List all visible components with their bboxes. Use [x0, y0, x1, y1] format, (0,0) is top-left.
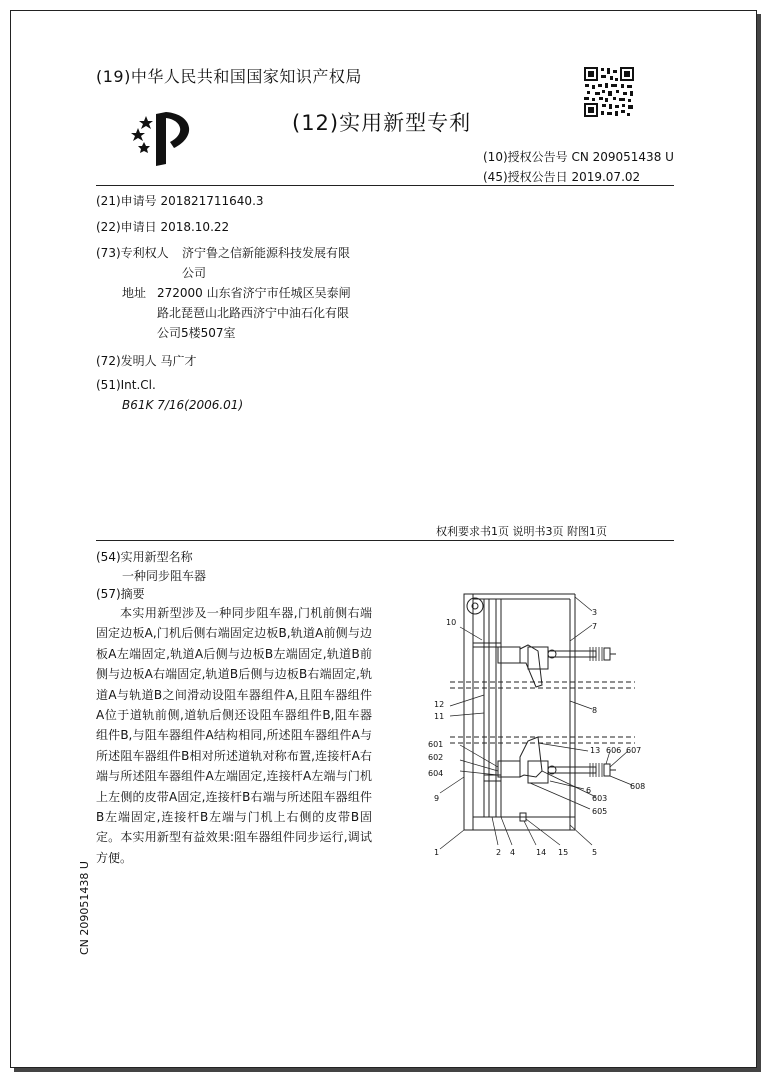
header-rule [96, 185, 674, 186]
document-type: (12)实用新型专利 [292, 111, 472, 135]
side-publication-code: CN 209051438 U [78, 861, 91, 955]
label-8: 8 [592, 706, 598, 715]
label-12: 12 [434, 700, 445, 709]
page-shadow-right [757, 14, 761, 1072]
intcl-label: (51)Int.Cl. [96, 378, 156, 392]
inventor: (72)发明人 马广才 [96, 354, 197, 368]
label-607: 607 [626, 746, 642, 755]
pulley [467, 598, 483, 614]
patent-office-logo [130, 108, 202, 170]
publication-date: (45)授权公告日 2019.07.02 [483, 170, 641, 184]
patentee-line1: 济宁鲁之信新能源科技发展有限 [182, 246, 351, 260]
label-6: 6 [586, 786, 592, 795]
label-601: 601 [428, 740, 444, 749]
label-1: 1 [434, 848, 440, 857]
patentee-label: (73)专利权人 [96, 246, 169, 260]
label-7: 7 [592, 622, 598, 631]
pages-note: 权利要求书1页 说明书3页 附图1页 [436, 525, 607, 538]
label-9: 9 [434, 794, 440, 803]
label-13: 13 [590, 746, 601, 755]
label-606: 606 [606, 746, 622, 755]
patentee-line2: 公司 [182, 266, 207, 280]
page-frame [10, 10, 757, 1068]
label-604: 604 [428, 769, 444, 778]
label-14: 14 [536, 848, 547, 857]
section-rule [96, 540, 674, 541]
label-3: 3 [592, 608, 598, 617]
patent-drawing [420, 585, 660, 870]
page-shadow-bottom [14, 1068, 761, 1072]
label-4: 4 [510, 848, 516, 857]
label-10: 10 [446, 618, 457, 627]
application-date: (22)申请日 2018.10.22 [96, 220, 230, 234]
office-name: (19)中华人民共和国国家知识产权局 [96, 67, 362, 86]
abstract-label: (57)摘要 [96, 587, 145, 601]
title-label: (54)实用新型名称 [96, 550, 193, 564]
label-602: 602 [428, 753, 444, 762]
qr-code [583, 66, 635, 118]
address-line1: 272000 山东省济宁市任城区吴泰闸 [157, 286, 351, 300]
label-605: 605 [592, 807, 608, 816]
application-number: (21)申请号 201821711640.3 [96, 194, 264, 208]
label-608: 608 [630, 782, 646, 791]
label-5: 5 [592, 848, 598, 857]
label-11: 11 [434, 712, 445, 721]
label-15: 15 [558, 848, 569, 857]
label-603: 603 [592, 794, 608, 803]
publication-number: (10)授权公告号 CN 209051438 U [483, 150, 674, 164]
intcl-value: B61K 7/16(2006.01) [122, 398, 244, 412]
address-line2: 路北琵琶山北路西济宁中油石化有限 [157, 306, 350, 320]
label-2: 2 [496, 848, 502, 857]
post-left [464, 594, 473, 830]
address-line3: 公司5楼507室 [157, 326, 236, 340]
address-label: 地址 [122, 286, 147, 300]
abstract-text: 本实用新型涉及一种同步阻车器,门机前侧右端固定边板A,门机后侧右端固定边板B,轨道A前侧与边板A左端固定,轨道A后侧与边板B左端固定,轨道B前侧与边板A右端固定,轨道B后侧与边板B右端固定,轨道A与轨道B之间滑动设阻车器组件A,且阻车器组件A位于道轨前侧,道轨后侧还设阻车器组件B,阻车器组件B,与阻车器组件A结构相同,所述阻车器组件A与所述阻车器组件B相对所述道轨对称布置,连接杆A右端与所述阻车器组件A左端固定,连接杆A左端与门机上左侧的皮带A固定,连接杆B右端与所述阻车器组件B左端固定,连接杆B左端与门机上右侧的皮带B固定。本实用新型有益效果:阻车器组件同步运行,调试方便。 [96, 606, 372, 865]
utility-title: 一种同步阻车器 [122, 569, 207, 583]
